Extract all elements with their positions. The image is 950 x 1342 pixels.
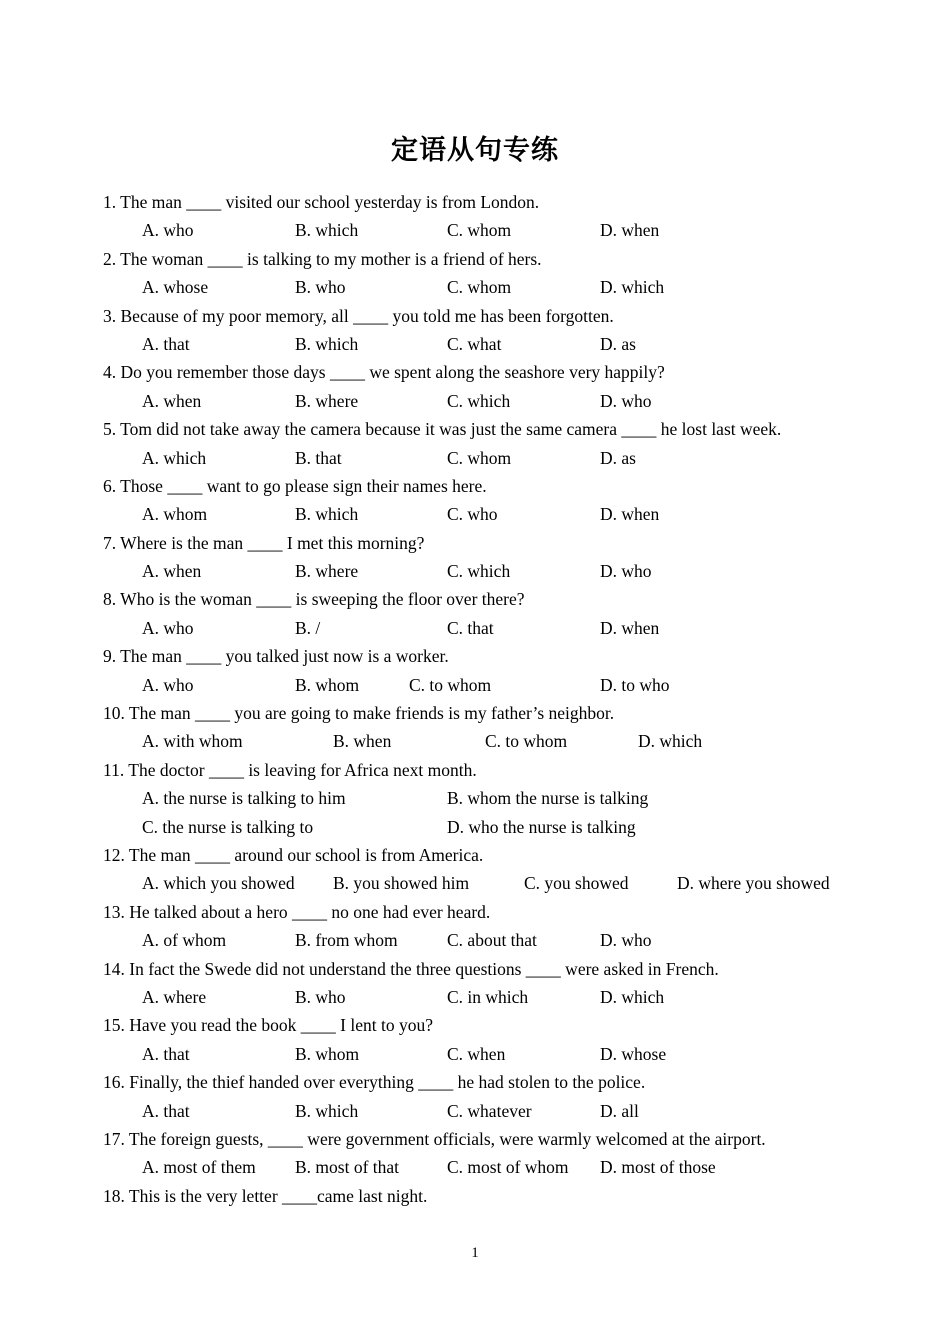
option-b: B. who xyxy=(295,986,346,1007)
option-b: B. whom xyxy=(295,674,360,695)
page-number: 1 xyxy=(471,1245,479,1261)
question-stem: 10. The man ____ you are going to make friends is my father’s neighbor. xyxy=(103,703,615,724)
option-d: D. who xyxy=(600,390,652,411)
question-stem: 9. The man ____ you talked just now is a worker. xyxy=(103,646,449,667)
option-b: B. where xyxy=(295,390,359,411)
option-d: D. which xyxy=(600,986,665,1007)
option-d: D. as xyxy=(600,333,636,354)
question-stem: 3. Because of my poor memory, all ____ you told me has been forgotten. xyxy=(103,305,614,326)
option-c: C. most of whom xyxy=(447,1157,569,1178)
question-options xyxy=(103,926,863,954)
question-stem: 11. The doctor ____ is leaving for Africa next month. xyxy=(103,759,477,780)
option-c: C. which xyxy=(447,390,511,411)
question-options xyxy=(103,216,863,244)
option-b: B. most of that xyxy=(295,1157,400,1178)
option-a: A. who xyxy=(142,617,194,638)
option-d: D. when xyxy=(600,504,660,525)
option-d: D. when xyxy=(600,617,660,638)
option-c: C. whom xyxy=(447,277,512,298)
question-options xyxy=(103,671,863,699)
question-options xyxy=(103,1153,863,1181)
option-c: C. whom xyxy=(447,447,512,468)
option-b: B. / xyxy=(295,617,321,638)
option-a: A. who xyxy=(142,674,194,695)
option-c: C. who xyxy=(447,504,498,525)
question-options xyxy=(103,500,863,528)
question-options xyxy=(103,813,863,841)
option-d: D. which xyxy=(638,731,703,752)
question-stem: 6. Those ____ want to go please sign their names here. xyxy=(103,475,487,496)
option-c: C. when xyxy=(447,1043,506,1064)
option-b: B. which xyxy=(295,1100,359,1121)
option-b: B. which xyxy=(295,504,359,525)
option-a: A. of whom xyxy=(142,930,227,951)
question-stem: 15. Have you read the book ____ I lent to you? xyxy=(103,1015,433,1036)
option-b: B. that xyxy=(295,447,342,468)
question-stem: 16. Finally, the thief handed over everything ____ he had stolen to the police. xyxy=(103,1072,646,1093)
option-d: D. who xyxy=(600,930,652,951)
question-options xyxy=(103,1040,863,1068)
option-a: A. which you showed xyxy=(142,873,295,894)
option-c: C. to whom xyxy=(409,674,492,695)
question-stem: 2. The woman ____ is talking to my mother is a friend of hers. xyxy=(103,248,542,269)
option-b: B. whom xyxy=(295,1043,360,1064)
option-b: B. you showed him xyxy=(333,873,470,894)
option-c: C. whom xyxy=(447,220,512,241)
question-stem: 1. The man ____ visited our school yesterday is from London. xyxy=(103,192,540,212)
question-options xyxy=(103,387,863,415)
option-a: A. that xyxy=(142,1043,190,1064)
option-b: B. when xyxy=(333,731,392,752)
option-a: A. when xyxy=(142,561,202,582)
option-b: B. which xyxy=(295,333,359,354)
option-a: A. where xyxy=(142,986,207,1007)
question-options xyxy=(103,444,863,472)
option-d: D. all xyxy=(600,1100,639,1121)
option-d: D. who the nurse is talking xyxy=(447,816,636,837)
option-a: A. most of them xyxy=(142,1157,256,1178)
question-stem: 7. Where is the man ____ I met this morning? xyxy=(103,532,425,553)
option-b: B. whom the nurse is talking xyxy=(447,788,649,809)
question-stem: 17. The foreign guests, ____ were government officials, were warmly welcomed at the airport. xyxy=(103,1128,766,1149)
option-c: C. you showed xyxy=(524,873,629,894)
question-options xyxy=(103,330,863,358)
option-c: C. what xyxy=(447,333,502,354)
option-a: A. that xyxy=(142,1100,190,1121)
option-b: B. where xyxy=(295,561,359,582)
question-stem: 12. The man ____ around our school is from America. xyxy=(103,844,484,865)
option-d: D. which xyxy=(600,277,665,298)
question-stem: 5. Tom did not take away the camera because it was just the same camera ____ he lost last week. xyxy=(103,419,782,440)
question-list xyxy=(103,188,863,1210)
option-a: A. with whom xyxy=(142,731,243,752)
option-a: A. whom xyxy=(142,504,208,525)
option-c: C. about that xyxy=(447,930,537,951)
question-options xyxy=(103,1097,863,1125)
option-a: A. which xyxy=(142,447,207,468)
option-a: A. when xyxy=(142,390,202,411)
question-stem: 8. Who is the woman ____ is sweeping the floor over there? xyxy=(103,589,525,610)
option-a: A. that xyxy=(142,333,190,354)
option-c: C. whatever xyxy=(447,1100,532,1121)
option-a: A. who xyxy=(142,220,194,241)
option-d: D. whose xyxy=(600,1043,667,1064)
question-stem: 4. Do you remember those days ____ we spent along the seashore very happily? xyxy=(103,362,665,383)
option-c: C. the nurse is talking to xyxy=(142,816,314,837)
question-options xyxy=(103,273,863,301)
question-options xyxy=(103,727,863,755)
option-b: B. from whom xyxy=(295,930,398,951)
option-c: C. to whom xyxy=(485,731,568,752)
option-d: D. where you showed xyxy=(677,873,830,894)
option-d: D. as xyxy=(600,447,636,468)
option-d: D. who xyxy=(600,561,652,582)
question-stem: 13. He talked about a hero ____ no one had ever heard. xyxy=(103,901,491,922)
option-d: D. most of those xyxy=(600,1157,716,1178)
question-stem: 18. This is the very letter ____came last night. xyxy=(103,1185,428,1206)
question-options xyxy=(103,614,863,642)
question-options xyxy=(103,869,863,897)
option-a: A. whose xyxy=(142,277,209,298)
option-b: B. which xyxy=(295,220,359,241)
question-options xyxy=(103,983,863,1011)
question-stem: 14. In fact the Swede did not understand the three questions ____ were asked in French. xyxy=(103,958,719,979)
option-c: C. in which xyxy=(447,986,529,1007)
option-c: C. which xyxy=(447,561,511,582)
page-title: 定语从句专练 xyxy=(391,135,559,166)
option-c: C. that xyxy=(447,617,494,638)
option-b: B. who xyxy=(295,277,346,298)
option-a: A. the nurse is talking to him xyxy=(142,788,346,809)
question-options xyxy=(103,784,863,812)
question-options xyxy=(103,557,863,585)
option-d: D. when xyxy=(600,220,660,241)
option-d: D. to who xyxy=(600,674,670,695)
